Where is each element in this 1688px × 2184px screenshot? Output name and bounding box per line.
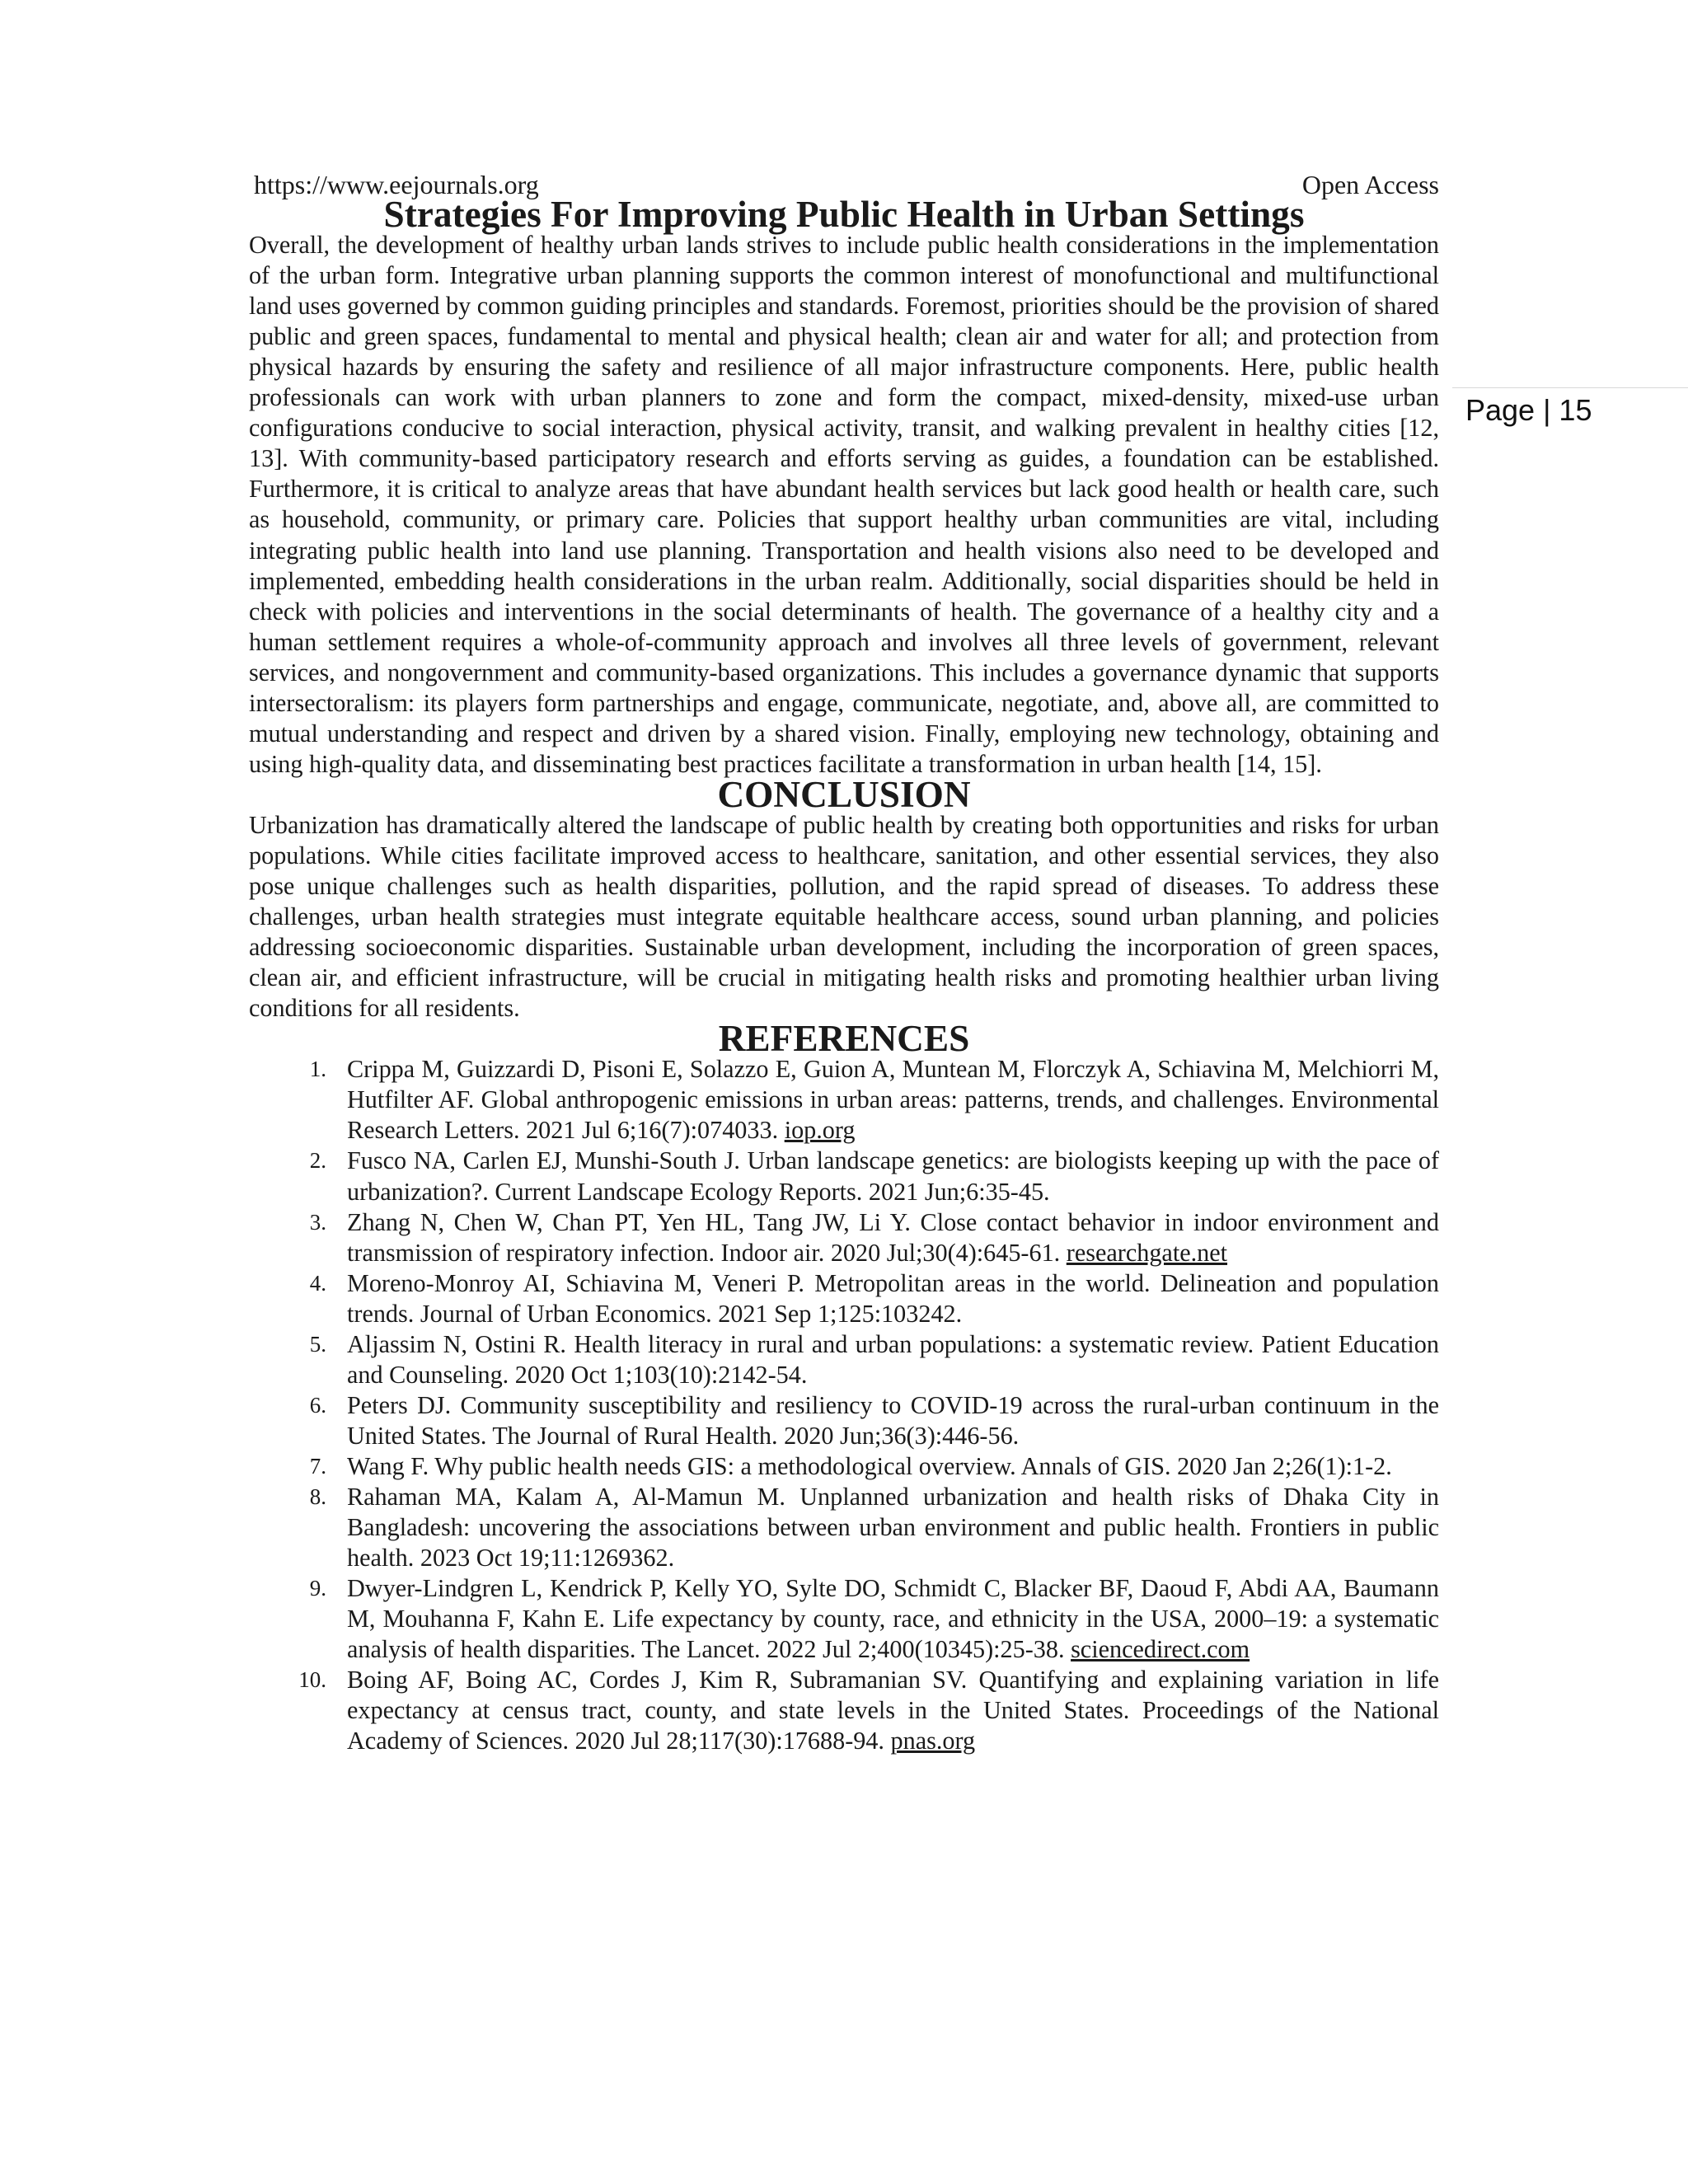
reference-item: [249, 1665, 1439, 1756]
reference-link[interactable]: iop.org: [784, 1116, 856, 1145]
reference-number: 2.: [309, 1148, 326, 1174]
reference-text: Zhang N, Chen W, Chan PT, Yen HL, Tang JW, Li Y. Close contact behavior in indoor environment and transmission of respiratory infection. Indoor air. 2020 Jul;30(4):645-61.: [347, 1207, 1439, 1267]
reference-item: [249, 1268, 1439, 1329]
reference-text: Aljassim N, Ostini R. Health literacy in rural and urban populations: a systematic review. Patient Education and Counseling. 2020 Oct 1;103(10):2142-54.: [347, 1329, 1439, 1389]
conclusion-paragraph: Urbanization has dramatically altered the landscape of public health by creating both opportunities and risks for urban populations. While cities facilitate improved access to healthcare, sanitation, and other essential services, they also pose unique challenges such as health disparities, pollution, and the rapid spread of diseases. To address these challenges, urban health strategies must integrate equitable healthcare access, sound urban planning, and policies addressing socioeconomic disparities. Sustainable urban development, including the incorporation of green spaces, clean air, and efficient infrastructure, will be crucial in mitigating health risks and promoting healthier urban living conditions for all residents.: [249, 810, 1439, 1023]
reference-text: Fusco NA, Carlen EJ, Munshi-South J. Urban landscape genetics: are biologists keeping up with the pace of urbanization?. Current Landscape Ecology Reports. 2021 Jun;6:35-45.: [347, 1146, 1439, 1206]
reference-number: 7.: [309, 1453, 326, 1479]
reference-text: Dwyer-Lindgren L, Kendrick P, Kelly YO, Sylte DO, Schmidt C, Blacker BF, Daoud F, Abdi AA, Baumann M, Mouhanna F, Kahn E. Life expectancy by county, race, and ethnicity in the USA, 2000–19: a systematic analysis of health disparities. The Lancet. 2022 Jul 2;400(10345):25-38.: [347, 1574, 1439, 1664]
references-heading: REFERENCES: [718, 1018, 970, 1060]
reference-text: Peters DJ. Community susceptibility and resiliency to COVID-19 across the rural-urban continuum in the United States. The Journal of Rural Health. 2020 Jun;36(3):446-56.: [347, 1390, 1439, 1450]
reference-number: 5.: [309, 1331, 326, 1357]
reference-number: 9.: [309, 1576, 326, 1601]
reference-text: Crippa M, Guizzardi D, Pisoni E, Solazzo E, Guion A, Muntean M, Florczyk A, Schiavina M, Melchiorri M, Hutfilter AF. Global anthropogenic emissions in urban areas: patterns, trends, and challenges. Environmental Research Letters. 2021 Jul 6;16(7):074033.: [347, 1055, 1439, 1145]
reference-number: 1.: [309, 1057, 326, 1082]
conclusion-heading: CONCLUSION: [717, 773, 971, 815]
section-heading: Strategies For Improving Public Health in Urban Settings: [383, 194, 1305, 235]
reference-item: [249, 1451, 1439, 1482]
reference-item: [249, 1482, 1439, 1573]
reference-item: [249, 1329, 1439, 1390]
reference-list: [249, 1054, 1439, 1756]
reference-item: [249, 1390, 1439, 1451]
main-content: [249, 194, 1439, 1756]
reference-number: 3.: [309, 1209, 326, 1235]
reference-link[interactable]: researchgate.net: [1066, 1238, 1228, 1267]
reference-link[interactable]: pnas.org: [890, 1727, 976, 1755]
reference-text: Moreno-Monroy AI, Schiavina M, Veneri P. Metropolitan areas in the world. Delineation and population trends. Journal of Urban Economics. 2021 Sep 1;125:103242.: [347, 1268, 1439, 1328]
page-number: Page | 15: [1465, 393, 1592, 427]
open-access-label: Open Access: [1301, 170, 1439, 199]
journal-url[interactable]: https://www.eejournals.org: [254, 170, 539, 199]
reference-number: 10.: [298, 1667, 326, 1693]
reference-text: Rahaman MA, Kalam A, Al-Mamun M. Unplanned urbanization and health risks of Dhaka City in Bangladesh: uncovering the associations between urban environment and public health. Frontiers in public health. 2023 Oct 19;11:1269362.: [347, 1482, 1439, 1572]
section-paragraph: Overall, the development of healthy urban lands strives to include public health considerations in the implementation of the urban form. Integrative urban planning supports the common interest of monofunctional and multifunctional land uses governed by common guiding principles and standards. Foremost, priorities should be the provision of shared public and green spaces, fundamental to mental and physical health; clean air and water for all; and protection from physical hazards by ensuring the safety and resilience of all major infrastructure components. Here, public health professionals can work with urban planners to zone and form the compact, mixed-density, mixed-use urban configurations conducive to social interaction, physical activity, transit, and walking prevalent in healthy cities [12, 13]. With community-based participatory research and efforts serving as guides, a foundation can be established. Furthermore, it is critical to analyze areas that have abundant health services but lack good health or health care, such as household, community, or primary care. Policies that support healthy urban communities are vital, including integrating public health into land use planning. Transportation and health visions also need to be developed and implemented, embedding health considerations in the urban realm. Additionally, social disparities should be held in check with policies and interventions in the social determinants of health. The governance of a healthy city and a human settlement requires a whole-of-community approach and involves all three levels of government, relevant services, and nongovernment and community-based organizations. This includes a governance dynamic that supports intersectoralism: its players form partnerships and engage, communicate, negotiate, and, above all, are committed to mutual understanding and respect and driven by a shared vision. Finally, employing new technology, obtaining and using high-quality data, and disseminating best practices facilitate a transformation in urban health [14, 15].: [249, 231, 1439, 778]
reference-number: 6.: [309, 1392, 326, 1418]
reference-item: [249, 1054, 1439, 1146]
reference-number: 8.: [309, 1483, 326, 1509]
reference-text: Wang F. Why public health needs GIS: a methodological overview. Annals of GIS. 2020 Jan 2;26(1):1-2.: [347, 1451, 1392, 1480]
reference-item: [249, 1573, 1439, 1665]
reference-text: Boing AF, Boing AC, Cordes J, Kim R, Subramanian SV. Quantifying and explaining variation in life expectancy at census tract, county, and state levels in the United States. Proceedings of the National Academy of Sciences. 2020 Jul 28;117(30):17688-94.: [347, 1666, 1439, 1755]
page-number-divider: [1452, 387, 1688, 388]
reference-number: 4.: [309, 1270, 326, 1296]
reference-link[interactable]: sciencedirect.com: [1071, 1635, 1250, 1664]
reference-item: [249, 1146, 1439, 1207]
reference-item: [249, 1207, 1439, 1268]
